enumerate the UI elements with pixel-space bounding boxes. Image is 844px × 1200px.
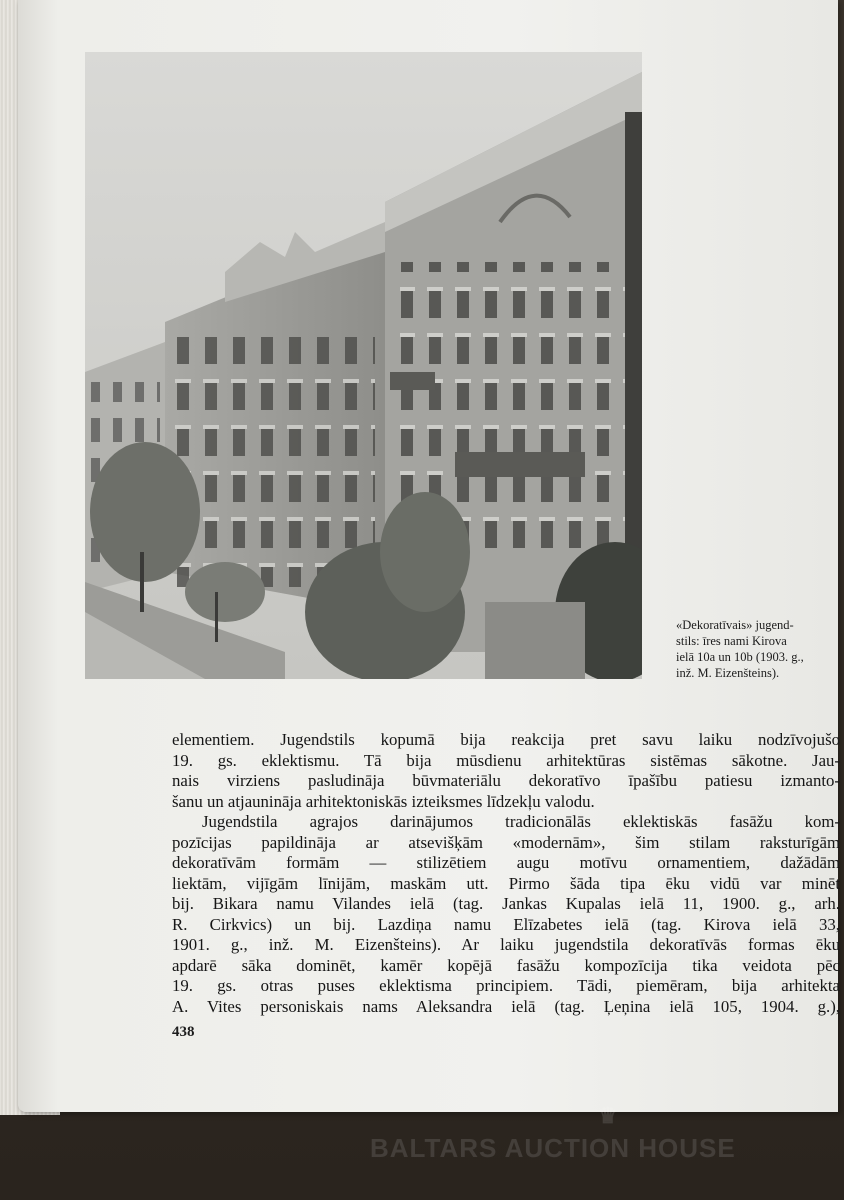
text-line: 19. gs. eklektismu. Tā bija mūsdienu arhitektūras sistēmas sākotne. Jau-	[172, 750, 840, 770]
text-line: 19. gs. otras puses eklektisma principiem. Tādi, piemēram, bija arhitekta	[172, 976, 840, 995]
text-line: apdarē sāka dominēt, kamēr kopējā fasāžu kompozīcija tika veidota pēc	[172, 955, 840, 975]
text-line: nais virziens pasludināja būvmateriālu dekoratīvo īpašību patiesu izmanto-	[172, 771, 840, 790]
text-line: R. Cirkvics) un bij. Lazdiņa namu Elīzabetes ielā (tag. Kirova ielā 33,	[172, 914, 840, 934]
watermark	[370, 1103, 770, 1173]
text-line: 1901. g., inž. M. Eizenšteins). Ar laiku jugendstila dekoratīvās formas ēku	[172, 935, 840, 954]
text-line: bij. Bikara namu Vilandes ielā (tag. Jankas Kupalas ielā 11, 1900. g., arh.	[172, 894, 840, 913]
page-number: 438	[172, 1024, 195, 1040]
caption-line: stils: īres nami Kirova	[676, 634, 787, 648]
photo-caption	[676, 617, 826, 681]
text-line: liektām, vijīgām līnijām, maskām utt. Pirmo šāda tipa ēku vidū var minēt	[172, 873, 840, 893]
text-line: dekoratīvām formām — stilizētiem augu motīvu ornamentiem, dažādām	[172, 853, 840, 872]
text-line: elementiem. Jugendstils kopumā bija reakcija pret savu laiku nodzīvojušo	[172, 730, 840, 749]
text-line: šanu un atjaunināja arhitektoniskās izteiksmes līdzekļu valodu.	[172, 791, 595, 811]
building-photo	[85, 52, 642, 679]
caption-line: «Dekoratīvais» jugend-	[676, 618, 794, 632]
crown-icon: ♛	[598, 1103, 619, 1128]
text-line: A. Vites personiskais nams Aleksandra ielā (tag. Ļeņina ielā 105, 1904. g.),	[172, 996, 840, 1016]
text-line: Jugendstila agrajos darinājumos tradicionālās eklektiskās fasāžu kom-	[202, 812, 840, 831]
body-text	[172, 730, 840, 1017]
watermark-text: BALTARS AUCTION HOUSE	[370, 1133, 736, 1163]
caption-line: inž. M. Eizenšteins).	[676, 666, 780, 680]
caption-line: ielā 10a un 10b (1903. g.,	[676, 650, 804, 664]
text-line: pozīcijas papildināja ar atsevišķām «modernām», šim stilam raksturīgām	[172, 832, 840, 852]
